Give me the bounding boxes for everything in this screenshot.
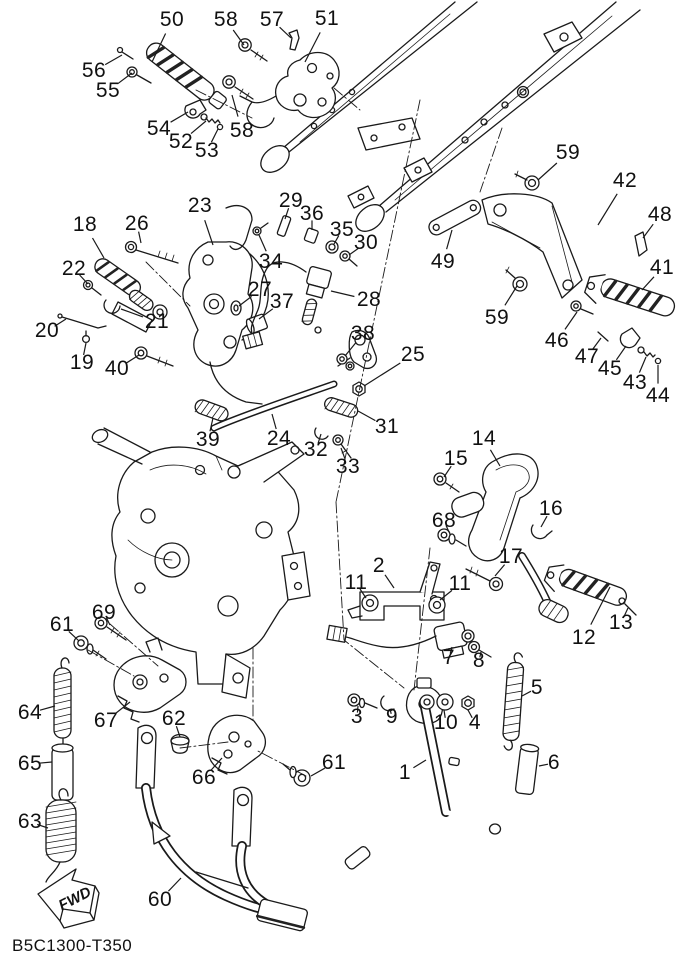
part-label-46: 46 bbox=[544, 329, 570, 352]
part-label-1: 1 bbox=[398, 761, 412, 784]
part-label-66: 66 bbox=[191, 766, 217, 789]
part-label-10: 10 bbox=[433, 711, 459, 734]
part-label-58: 58 bbox=[229, 119, 255, 142]
part-label-35: 35 bbox=[329, 218, 355, 241]
part-label-25: 25 bbox=[400, 343, 426, 366]
part-label-21: 21 bbox=[144, 310, 170, 333]
part-label-17: 17 bbox=[498, 545, 524, 568]
part-label-51: 51 bbox=[314, 7, 340, 30]
part-label-32: 32 bbox=[303, 438, 329, 461]
part-label-67: 67 bbox=[93, 709, 119, 732]
part-label-34: 34 bbox=[258, 250, 284, 273]
part-label-30: 30 bbox=[353, 231, 379, 254]
part-label-37: 37 bbox=[269, 290, 295, 313]
part-label-61: 61 bbox=[321, 751, 347, 774]
part-label-7: 7 bbox=[442, 646, 456, 669]
part-label-38: 38 bbox=[350, 322, 376, 345]
part-label-5: 5 bbox=[530, 676, 544, 699]
part-label-26: 26 bbox=[124, 212, 150, 235]
part-label-52: 52 bbox=[168, 130, 194, 153]
part-label-18: 18 bbox=[72, 213, 98, 236]
part-label-62: 62 bbox=[161, 707, 187, 730]
part-label-55: 55 bbox=[95, 79, 121, 102]
part-label-31: 31 bbox=[374, 415, 400, 438]
part-label-2: 2 bbox=[372, 554, 386, 577]
part-label-36: 36 bbox=[299, 202, 325, 225]
part-label-48: 48 bbox=[647, 203, 673, 226]
part-label-47: 47 bbox=[574, 345, 600, 368]
part-label-20: 20 bbox=[34, 319, 60, 342]
part-label-11: 11 bbox=[344, 571, 368, 594]
part-label-39: 39 bbox=[195, 428, 221, 451]
part-label-64: 64 bbox=[17, 701, 43, 724]
part-label-22: 22 bbox=[61, 257, 87, 280]
part-label-27: 27 bbox=[247, 278, 273, 301]
part-label-54: 54 bbox=[146, 117, 172, 140]
part-label-19: 19 bbox=[69, 351, 95, 374]
part-label-14: 14 bbox=[471, 427, 497, 450]
part-label-9: 9 bbox=[385, 705, 399, 728]
part-label-23: 23 bbox=[187, 194, 213, 217]
part-label-53: 53 bbox=[194, 139, 220, 162]
part-label-61: 61 bbox=[49, 613, 75, 636]
part-label-29: 29 bbox=[278, 189, 304, 212]
part-label-28: 28 bbox=[356, 288, 382, 311]
part-label-63: 63 bbox=[17, 810, 43, 833]
part-label-56: 56 bbox=[81, 59, 107, 82]
part-label-68: 68 bbox=[431, 509, 457, 532]
part-label-57: 57 bbox=[259, 8, 285, 31]
part-label-58: 58 bbox=[213, 8, 239, 31]
part-label-3: 3 bbox=[350, 705, 364, 728]
part-label-50: 50 bbox=[159, 8, 185, 31]
part-label-44: 44 bbox=[645, 384, 671, 407]
part-label-69: 69 bbox=[91, 601, 117, 624]
part-label-40: 40 bbox=[104, 357, 130, 380]
part-label-4: 4 bbox=[468, 711, 482, 734]
part-label-45: 45 bbox=[597, 357, 623, 380]
drawing-number: B5C1300-T350 bbox=[12, 936, 133, 955]
part-label-24: 24 bbox=[266, 427, 292, 450]
part-label-60: 60 bbox=[147, 888, 173, 911]
part-label-11: 11 bbox=[448, 572, 472, 595]
part-label-6: 6 bbox=[547, 751, 561, 774]
part-label-65: 65 bbox=[17, 752, 43, 775]
part-label-12: 12 bbox=[571, 626, 597, 649]
part-label-41: 41 bbox=[649, 256, 675, 279]
part-label-33: 33 bbox=[335, 455, 361, 478]
part-label-42: 42 bbox=[612, 169, 638, 192]
part-label-8: 8 bbox=[472, 649, 486, 672]
part-label-43: 43 bbox=[622, 371, 648, 394]
part-label-59: 59 bbox=[484, 306, 510, 329]
fwd-label: FWD bbox=[55, 883, 95, 915]
part-label-16: 16 bbox=[538, 497, 564, 520]
part-label-13: 13 bbox=[608, 611, 634, 634]
part-label-15: 15 bbox=[443, 447, 469, 470]
part-label-49: 49 bbox=[430, 250, 456, 273]
part-label-59: 59 bbox=[555, 141, 581, 164]
